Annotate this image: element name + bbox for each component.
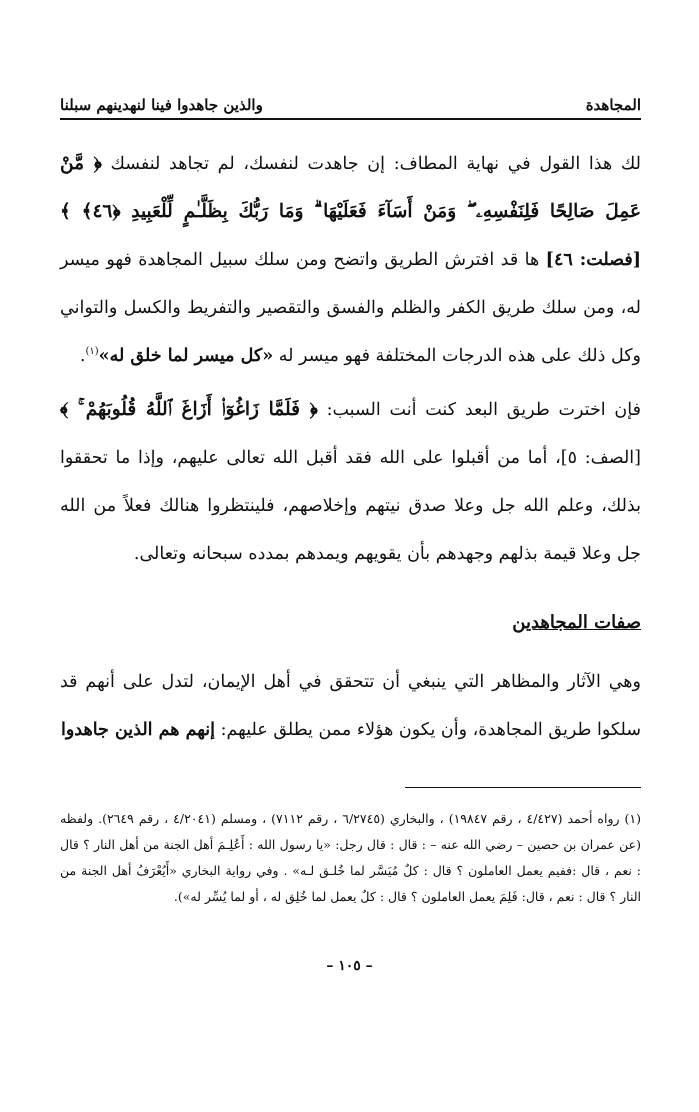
section-text: وهي الآثار والمظاهر التي ينبغي أن تتحقق في أهل الإيمان، لتدل على أنهم قد سلكوا طريق المجاهدة، وأن يكون هؤلاء ممن يطلق عليهم: [60,672,641,740]
paragraph-1-end: . [79,346,86,366]
paragraph-1-body: ها قد افترش الطريق واتضح ومن سلك سبيل المجاهدة فهو ميسر له، ومن سلك طريق الكفر والظلم والفسق والتقصير والتفريط والكسل والتواني وكل ذلك على هذه الدرجات المختلفة فهو ميسر له [60,250,641,366]
page-number: – ١٠٥ – [326,958,373,974]
header-title: والذين جاهدوا فينا لنهدينهم سبلنا [60,96,263,114]
running-header [60,88,641,120]
paragraph-2 [60,386,641,578]
quran-verse-1: ﴿ مَّنْ عَمِلَ صَالِحًا فَلِنَفْسِهِۦ ۖ وَمَنْ أَسَآءَ فَعَلَيْهَا ۗ وَمَا رَبُّكَ بِظَلَّـٰمٍ لِّلْعَبِيدِ ﴿٤٦﴾ ﴾ [60,153,641,222]
verse-1-reference: [فصلت: ٤٦] [545,250,641,270]
quran-verse-2: ﴿ فَلَمَّا زَاغُوٓا۟ أَزَاغَ ٱللَّهُ قُلُوبَهُمْ ۚ ﴾ [60,399,318,420]
paragraph-1-intro: لك هذا القول في نهاية المطاف: إن جاهدت لنفسك، لم تجاهد لنفسك [110,154,641,174]
footnote-divider [405,787,641,788]
footnote-text: (١) رواه أحمد (٤/٤٢٧ ، رقم ١٩٨٤٧) ، والبخاري (٦/٢٧٤٥ ، رقم ٧١١٢) ، ومسلم (٤/٢٠٤١ ، رقم ٢٦٤٩). ولفظه (عن عمران بن حصين – رضي الله عنه – : قال : قال رجل: «يا رسول الله : أَعُلِـمَ أهل الجنة من أهل النار ؟ قال : نعم ، قال :ففيم يعمل العاملون ؟ قال : كلٌ مُيَسَّر لما خُلـق لـه» . وفي رواية البخاري «أَيُعْرَفُ أهل الجنة من النار ؟ قال : نعم ، قال: فَلِمَ يعمل العاملون ؟ قال : كلٌ يعمل لما خُلِق له ، أو لما يُسِّر له»). [60,811,641,904]
section-bold-phrase: إنهم هم الذين جاهدوا [60,720,216,740]
paragraph-2-body: ، أما من أقبلوا على الله فقد أقبل الله تعالى عليهم، وإذا ما تحققوا بذلك، وعلم الله جل وعلا صدق نيتهم وإخلاصهم، فلينتظروا هنالك فعلاً من الله جل وعلا قيمة بذلهم وجهدهم بأن يقويهم ويمدهم بمدده سبحانه وتعالى. [60,448,641,564]
hadith-quote: «كل ميسر لما خلق له» [98,346,274,366]
header-chapter: المجاهدة [585,96,641,114]
verse-2-reference: [الصف: ٥] [560,448,641,468]
main-text [60,140,641,578]
paragraph-2-intro: فإن اخترت طريق البعد كنت أنت السبب: [326,400,641,420]
section-title: صفات المجاهدين [512,612,641,633]
footnote [60,806,641,910]
footnote-marker[interactable]: (١) [85,346,99,358]
paragraph-1 [60,140,641,380]
section-body [60,658,641,754]
